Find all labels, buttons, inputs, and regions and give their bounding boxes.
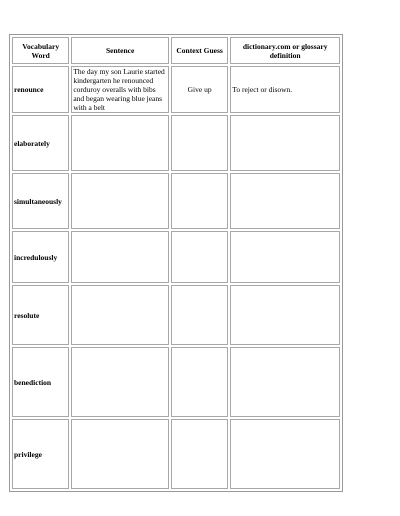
context-guess-cell: Give up [171, 66, 228, 113]
table-row [12, 173, 340, 229]
definition-cell [230, 285, 340, 345]
table-row [12, 115, 340, 171]
word-cell: renounce [12, 66, 69, 113]
sentence-cell: The day my son Laurie started kindergarten he renounced corduroy overalls with bibs and began wearing blue jeans with a belt [71, 66, 169, 113]
context-guess-cell [171, 115, 228, 171]
header-definition: dictionary.com or glossary definition [230, 37, 340, 64]
context-guess-cell [171, 173, 228, 229]
sentence-cell [71, 115, 169, 171]
sentence-cell [71, 173, 169, 229]
word-cell: simultaneously [12, 173, 69, 229]
word-cell: benediction [12, 347, 69, 417]
table-row [12, 347, 340, 417]
word-cell: incredulously [12, 231, 69, 283]
table-row [12, 66, 340, 113]
context-guess-cell [171, 419, 228, 489]
header-vocabulary-word: Vocabulary Word [12, 37, 69, 64]
word-cell: privilege [12, 419, 69, 489]
context-guess-cell [171, 347, 228, 417]
word-cell: resolute [12, 285, 69, 345]
sentence-cell [71, 231, 169, 283]
header-sentence: Sentence [71, 37, 169, 64]
definition-cell [230, 347, 340, 417]
sentence-cell [71, 347, 169, 417]
definition-cell [230, 419, 340, 489]
sentence-cell [71, 419, 169, 489]
word-cell: elaborately [12, 115, 69, 171]
definition-cell: To reject or disown. [230, 66, 340, 113]
definition-cell [230, 115, 340, 171]
definition-cell [230, 173, 340, 229]
table-row [12, 285, 340, 345]
vocabulary-table [9, 34, 343, 492]
sentence-cell [71, 285, 169, 345]
context-guess-cell [171, 285, 228, 345]
header-row [12, 37, 340, 64]
header-context-guess: Context Guess [171, 37, 228, 64]
table-row [12, 231, 340, 283]
context-guess-cell [171, 231, 228, 283]
table-row [12, 419, 340, 489]
definition-cell [230, 231, 340, 283]
